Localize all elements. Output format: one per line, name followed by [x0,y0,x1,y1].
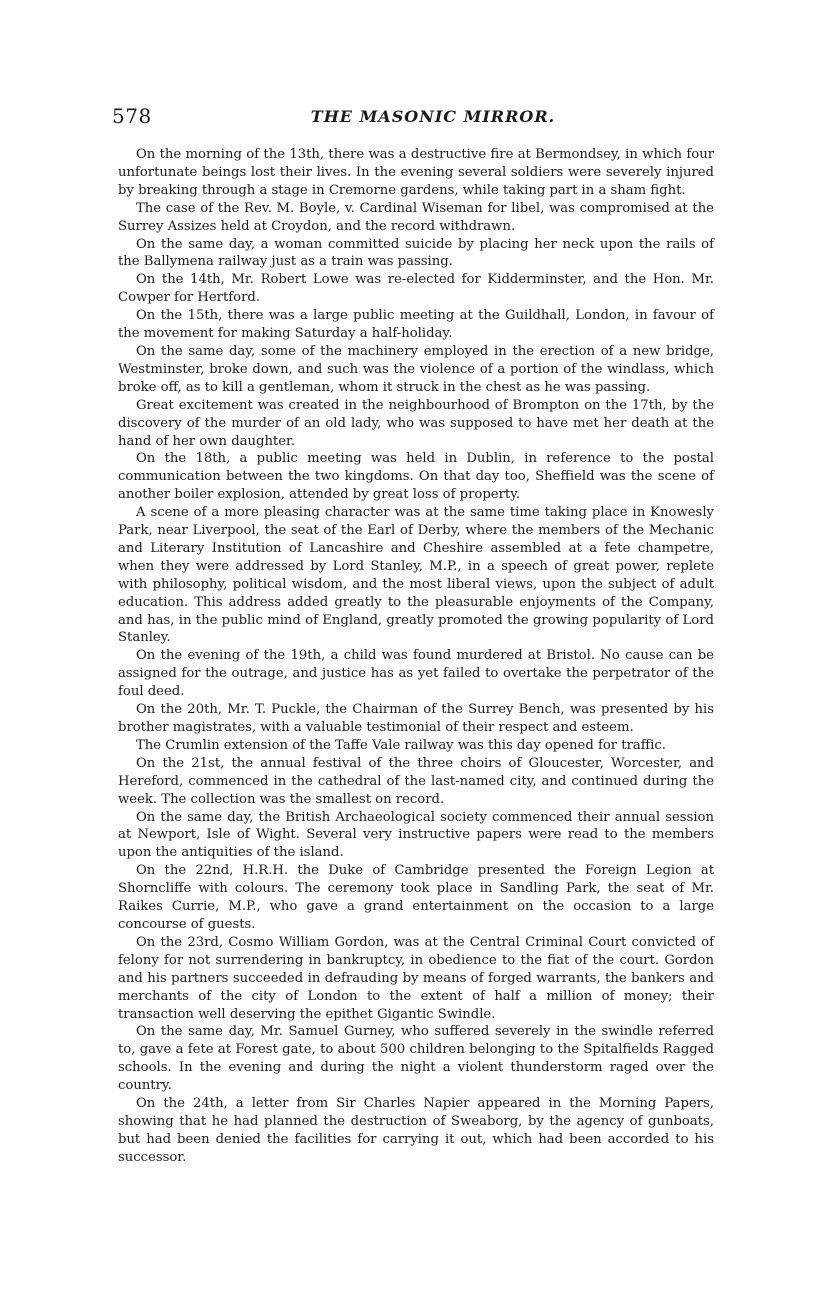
page-header [112,103,714,129]
paragraph-archaeological-society: On the same day, the British Archaeological society commenced their annual session at Newport, Isle of Wight. Several very instructive papers were read to the members upon the antiquities of the island. [118,809,714,861]
paragraph-westminster-bridge-accident: On the same day, some of the machinery employed in the erection of a new bridge, Westminster, broke down, and such was the violence of a portion of the windlass, which broke off, as to kill a gentleman, whom it struck in the chest as he was passing. [118,343,714,395]
paragraph-brompton-murder: Great excitement was created in the neighbourhood of Brompton on the 17th, by the discovery of the murder of an old lady, who was supposed to have met her death at the hand of her own daughter. [118,397,714,449]
article-body [118,146,714,1167]
paragraph-boyle-wiseman-case: The case of the Rev. M. Boyle, v. Cardinal Wiseman for libel, was compromised at the Surrey Assizes held at Croydon, and the record withdrawn. [118,200,714,234]
paragraph-gordon-conviction: On the 23rd, Cosmo William Gordon, was at the Central Criminal Court convicted of felony for not surrendering in bankruptcy, in obedience to the fiat of the court. Gordon and his partners succeeded in defrauding by means of forged warrants, the bankers and merchants of the city of London to the extent of half a million of money; their transaction well deserving the epithet Gigantic Swindle. [118,934,714,1022]
page-number: 578 [112,104,152,128]
paragraph-knowesly-park: A scene of a more pleasing character was at the same time taking place in Knowesly Park, near Liverpool, the seat of the Earl of Derby, where the members of the Mechanic and Literary Institution of Lancashire and Cheshire assembled at a fete champetre, when they were addressed by Lord Stanley, M.P., in a speech of great power, replete with philosophy, political wisdom, and the most liberal views, upon the subject of adult education. This address added greatly to the pleasurable enjoyments of the Company, and has, in the public mind of England, greatly promoted the growing popularity of Lord Stanley. [118,505,714,646]
paragraph-puckle-testimonial: On the 20th, Mr. T. Puckle, the Chairman of the Surrey Bench, was presented by his brother magistrates, with a valuable testimonial of their respect and esteem. [118,702,714,735]
paragraph-crumlin-extension: The Crumlin extension of the Taffe Vale railway was this day opened for traffic. [136,737,666,753]
paragraph-dublin-meeting: On the 18th, a public meeting was held in Dublin, in reference to the postal communication between the two kingdoms. On that day too, Sheffield was the scene of another boiler explosion, attended by great loss of property. [118,451,714,503]
running-title: THE MASONIC MIRROR. [310,107,556,126]
paragraph-lowe-reelected: On the 14th, Mr. Robert Lowe was re-elected for Kidderminster, and the Hon. Mr. Cowper for Hertford. [118,272,714,306]
paragraph-napier-letter: On the 24th, a letter from Sir Charles Napier appeared in the Morning Papers, showing that he had planned the destruction of Sweaborg, by the agency of gunboats, but had been denied the facilities for carrying it out, which had been accorded to his successor. [118,1096,714,1165]
paragraph-foreign-legion: On the 22nd, H.R.H. the Duke of Cambridge presented the Foreign Legion at Shorncliffe with colours. The ceremony took place in Sandling Park, the seat of Mr. Raikes Currie, M.P., who gave a grand entertainment on the occasion to a large concourse of guests. [118,863,714,932]
paragraph-bristol-murder: On the evening of the 19th, a child was found murdered at Bristol. No cause can be assigned for the outrage, and justice has as yet failed to overtake the perpetrator of the foul deed. [118,648,714,700]
paragraph-guildhall-meeting: On the 15th, there was a large public meeting at the Guildhall, London, in favour of the movement for making Saturday a half-holiday. [118,308,714,342]
paragraph-ballymena-suicide: On the same day, a woman committed suicide by placing her neck upon the rails of the Ballymena railway just as a train was passing. [118,236,714,270]
paragraph-fire-bermondsey: On the morning of the 13th, there was a destructive fire at Bermondsey, in which four unfortunate beings lost their lives. In the evening several soldiers were severely injured by breaking through a stage in Cremorne gardens, while taking part in a sham fight. [118,147,714,198]
paragraph-three-choirs: On the 21st, the annual festival of the three choirs of Gloucester, Worcester, and Hereford, commenced in the cathedral of the last-named city, and continued during the week. The collection was the smallest on record. [118,755,714,807]
paragraph-gurney-fete: On the same day, Mr. Samuel Gurney, who suffered severely in the swindle referred to, gave a fete at Forest gate, to about 500 children belonging to the Spitalfields Ragged schools. In the evening and during the night a violent thunderstorm raged over the country. [118,1024,714,1094]
